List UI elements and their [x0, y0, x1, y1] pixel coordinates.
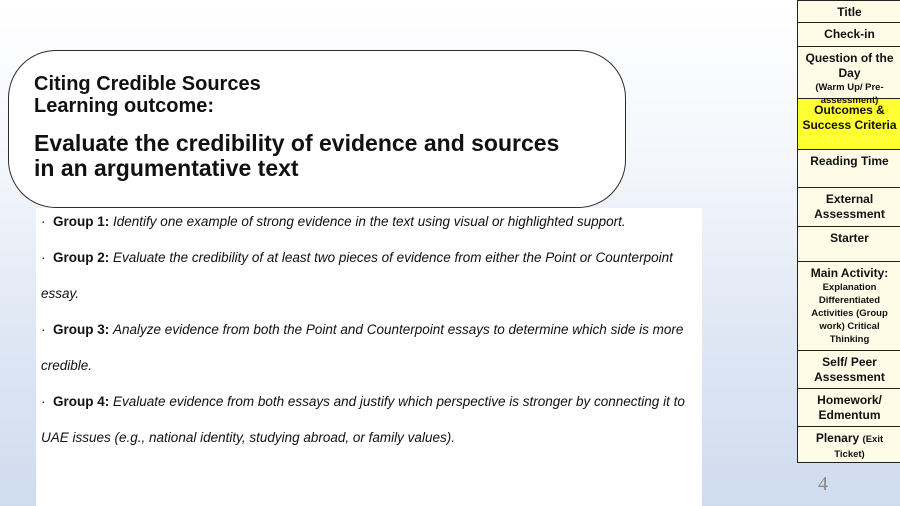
nav-item-label: Main Activity: [810, 266, 889, 280]
nav-item-label: Homework/ Edmentum [817, 393, 882, 422]
group-tasks-panel [36, 208, 702, 506]
nav-item-outcomes[interactable] [798, 99, 900, 150]
group-label: Group 2: [53, 250, 110, 265]
group-4-task [41, 384, 696, 456]
group-label: Group 1: [53, 214, 110, 229]
nav-item-label: Outcomes & Success Criteria [802, 103, 897, 132]
bullet: · [41, 394, 46, 409]
bullet: · [41, 322, 46, 337]
nav-item-main-activity[interactable] [798, 262, 900, 351]
nav-item-sublabel: (Warm Up/ Pre-assessment) [815, 82, 884, 106]
nav-item-label: External Assessment [814, 192, 885, 221]
nav-item-homework[interactable] [798, 389, 900, 427]
nav-item-label: Reading Time [810, 154, 889, 168]
group-text: Analyze evidence from both the Point and Counterpoint essays to determine which side is more credible. [41, 322, 684, 373]
nav-item-label: Title [837, 5, 862, 19]
nav-item-question-of-the-day[interactable] [798, 47, 900, 106]
nav-item-label: Check-in [824, 27, 875, 41]
nav-item-label: Self/ Peer Assessment [814, 355, 885, 384]
nav-item-title[interactable] [798, 0, 900, 23]
group-1-task [41, 204, 696, 240]
group-3-task [41, 312, 696, 384]
page-number: 4 [818, 473, 828, 495]
nav-item-label: Starter [830, 231, 869, 245]
nav-item-plenary[interactable] [798, 427, 900, 463]
nav-item-starter[interactable] [798, 227, 900, 262]
nav-item-external-assessment[interactable] [798, 188, 900, 227]
bullet: · [41, 250, 46, 265]
group-text: Evaluate the credibility of at least two pieces of evidence from either the Point or Counterpoint essay. [41, 250, 673, 301]
group-text: Identify one example of strong evidence in the text using visual or highlighted support. [113, 214, 626, 229]
lesson-nav [797, 0, 900, 463]
nav-item-reading-time[interactable] [798, 150, 900, 188]
title-box [8, 50, 626, 208]
learning-outcome-text: Evaluate the credibility of evidence and sources in an argumentative text [34, 130, 560, 181]
nav-item-self-peer-assessment[interactable] [798, 351, 900, 389]
nav-item-check-in[interactable] [798, 23, 900, 47]
group-label: Group 3: [53, 322, 110, 337]
nav-item-sublabel: Explanation Differentiated Activities (Group work) Critical Thinking [811, 282, 888, 345]
slide-title: Citing Credible Sources [34, 73, 261, 95]
group-2-task [41, 240, 696, 312]
learning-outcome-label: Learning outcome: [34, 95, 215, 117]
bullet: · [41, 214, 46, 229]
nav-item-label: Question of the Day [805, 51, 894, 80]
group-text: Evaluate evidence from both essays and justify which perspective is stronger by connecting it to UAE issues (e.g., national identity, studying abroad, or family values). [41, 394, 685, 445]
nav-item-label: Plenary [815, 431, 860, 445]
group-label: Group 4: [53, 394, 110, 409]
nav-item-sublabel: (Exit Ticket) [834, 434, 884, 460]
